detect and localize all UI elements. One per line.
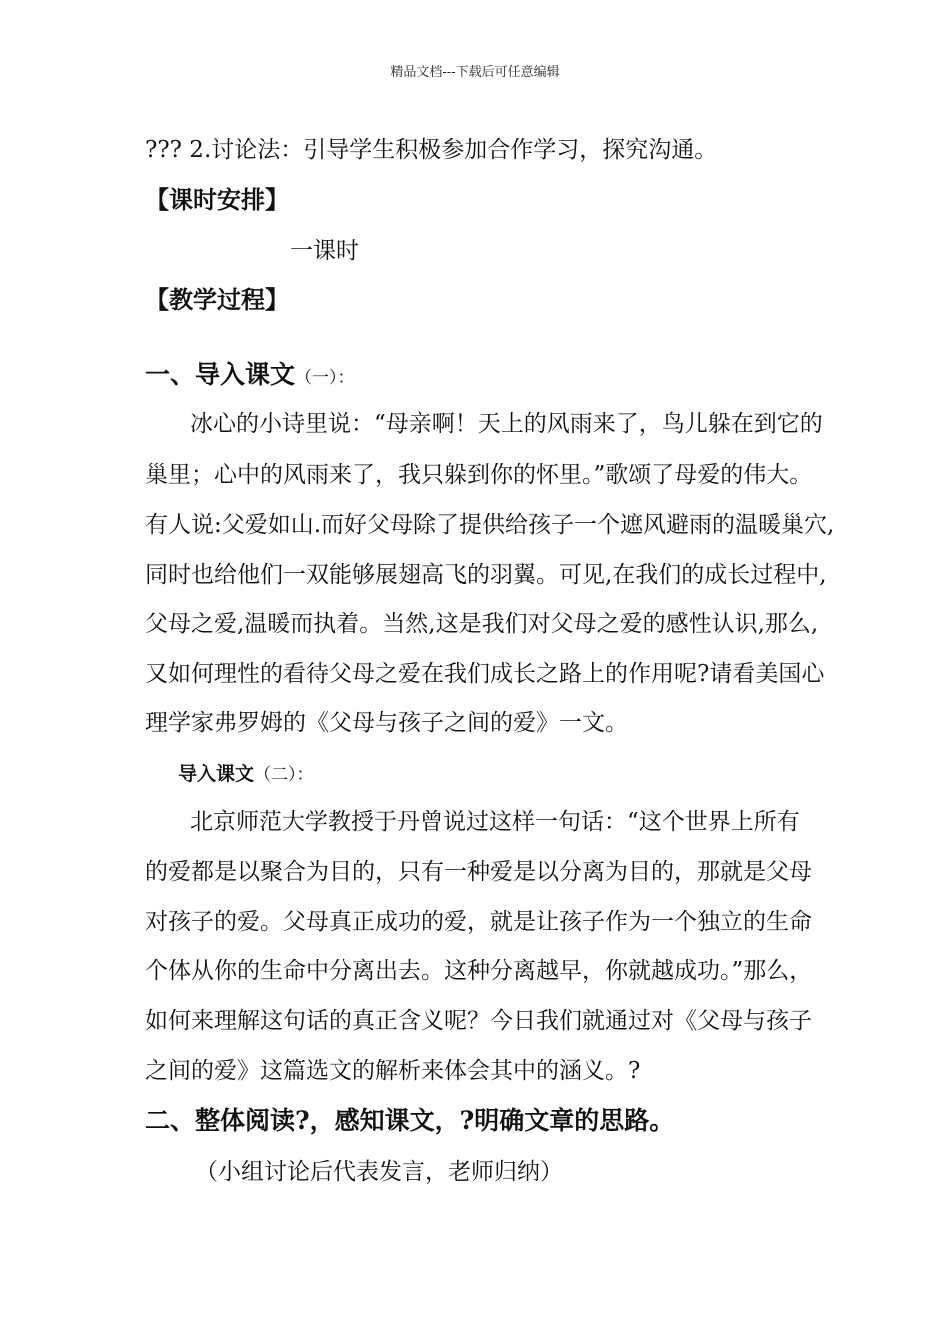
process-heading: 【教学过程】 [145, 285, 289, 314]
paragraph2-line: 对孩子的爱。父母真正成功的爱，就是让孩子作为一个独立的生命 [145, 909, 812, 935]
section1-heading [145, 359, 355, 394]
paragraph1-line: 巢里；心中的风雨来了，我只躲到你的怀里。”歌颂了母爱的伟大。 [145, 462, 813, 488]
paragraph1-line: 有人说:父爱如山.而好父母除了提供给孩子一个遮风避雨的温暖巢穴, [145, 512, 835, 538]
subheading-suffix: （二）： [254, 765, 314, 785]
paragraph2-line: 个体从你的生命中分离出去。这种分离越早，你就越成功。”那么， [145, 958, 813, 984]
teaching-method-line: ??? 2.讨论法：引导学生积极参加合作学习，探究沟通。 [145, 137, 718, 163]
section1-heading-suffix: （一）： [295, 368, 355, 388]
section2-note: （小组讨论后代表发言，老师归纳） [195, 1159, 563, 1185]
paragraph1-line: 又如何理性的看待父母之爱在我们成长之路上的作用呢?请看美国心 [145, 661, 825, 687]
paragraph2-line: 北京师范大学教授于丹曾说过这样一句话：“这个世界上所有 [190, 809, 800, 835]
paragraph1-line: 父母之爱,温暖而执着。当然,这是我们对父母之爱的感性认识,那么, [145, 611, 819, 637]
paragraph1-line: 理学家弗罗姆的《父母与孩子之间的爱》一文。 [145, 710, 628, 736]
section1-subheading [178, 757, 314, 791]
subheading-text: 导入课文 [178, 763, 255, 785]
schedule-heading: 【课时安排】 [145, 185, 289, 214]
page-header-watermark: 精品文档---下载后可任意编辑 [390, 65, 560, 80]
paragraph1-line: 冰心的小诗里说：“母亲啊！天上的风雨来了，鸟儿躲在到它的 [190, 411, 823, 437]
section2-heading: 二、整体阅读?，感知课文，?明确文章的思路。 [145, 1106, 675, 1135]
paragraph2-line: 的爱都是以聚合为目的，只有一种爱是以分离为目的，那就是父母 [145, 859, 812, 885]
schedule-value: 一课时 [290, 238, 359, 264]
paragraph2-line: 之间的爱》这篇选文的解析来体会其中的涵义。? [145, 1058, 641, 1084]
paragraph2-line: 如何来理解这句话的真正含义呢？今日我们就通过对《父母与孩子 [145, 1008, 812, 1034]
section1-heading-text: 一、导入课文 [145, 360, 296, 389]
paragraph1-line: 同时也给他们一双能够展翅高飞的羽翼。可见,在我们的成长过程中, [145, 562, 827, 588]
